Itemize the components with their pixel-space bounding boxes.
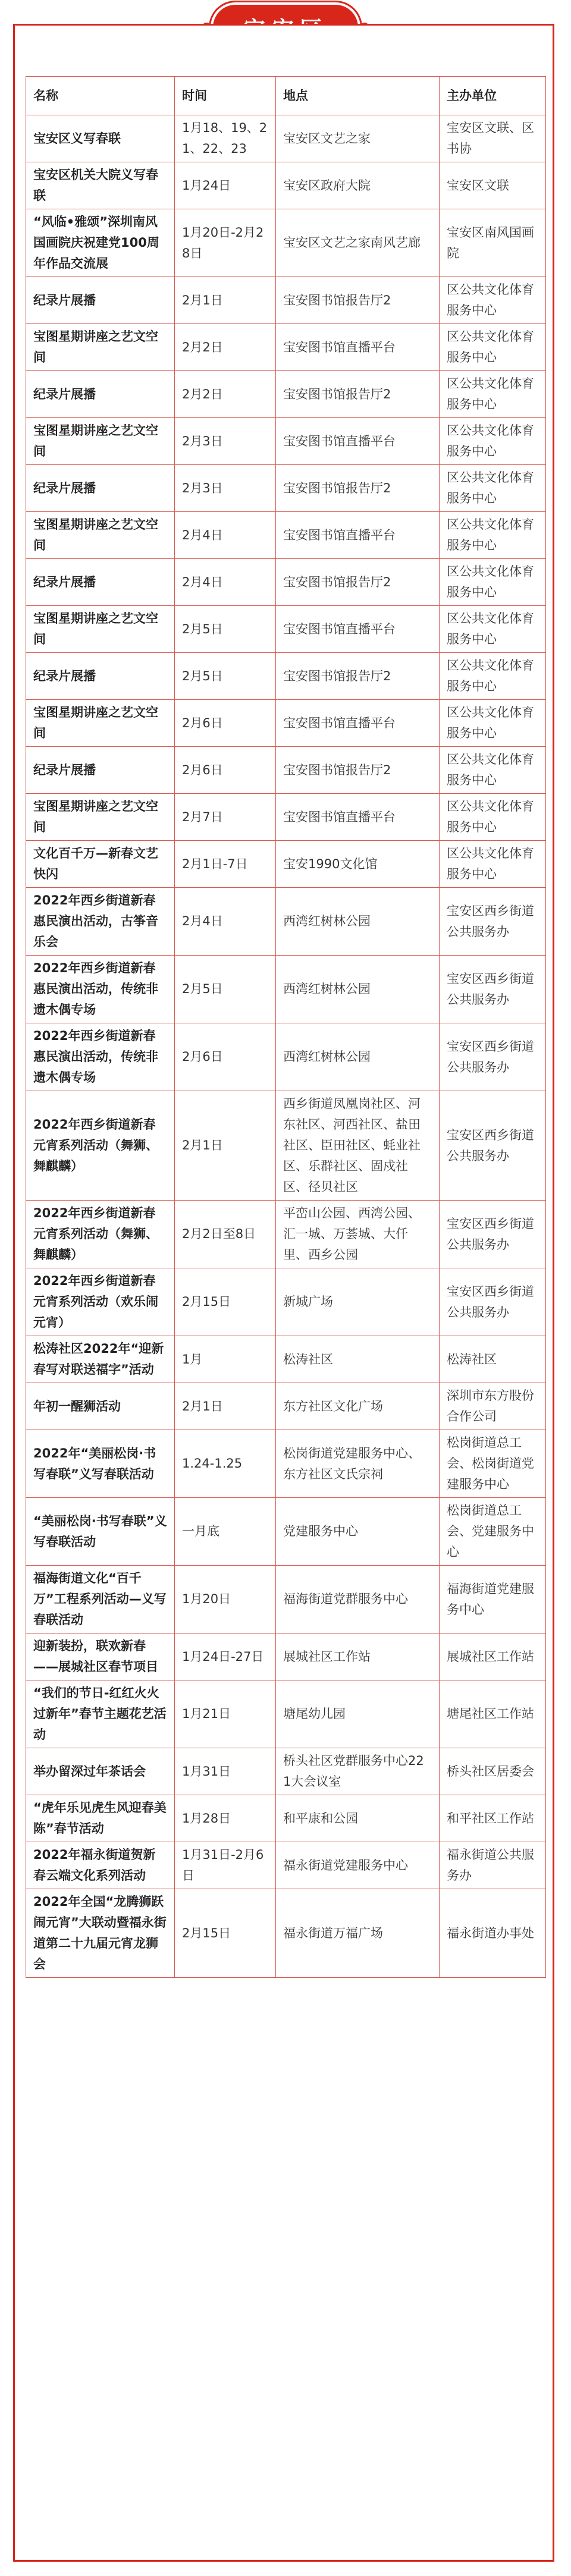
event-venue-cell: 西湾红树林公园 [276,888,440,956]
table-row [26,1566,546,1633]
event-venue-cell: 宝安图书馆报告厅2 [276,559,440,606]
event-host-cell: 宝安区西乡街道公共服务办 [440,1268,546,1336]
event-venue-cell: 宝安图书馆直播平台 [276,700,440,747]
event-host-cell: 区公共文化体育服务中心 [440,512,546,559]
event-host-cell: 塘尾社区工作站 [440,1680,546,1748]
event-host-cell: 区公共文化体育服务中心 [440,418,546,465]
event-host-cell: 深圳市东方股份合作公司 [440,1383,546,1430]
event-name-cell: 宝图星期讲座之艺文空间 [26,512,175,559]
table-row [26,1795,546,1842]
table-row [26,888,546,956]
event-host-cell: 宝安区西乡街道公共服务办 [440,1201,546,1268]
event-host-cell: 宝安区西乡街道公共服务办 [440,1091,546,1201]
event-venue-cell: 桥头社区党群服务中心221大会议室 [276,1748,440,1795]
event-venue-cell: 宝安图书馆直播平台 [276,324,440,371]
event-host-cell: 宝安区南风国画院 [440,209,546,277]
event-host-cell: 区公共文化体育服务中心 [440,606,546,653]
event-name-cell: 2022年“美丽松岗·书写春联”义写春联活动 [26,1430,175,1498]
event-name-cell: 2022年西乡街道新春惠民演出活动，传统非遗木偶专场 [26,956,175,1023]
event-name-cell: “我们的节日-红红火火过新年”春节主题花艺活动 [26,1680,175,1748]
event-name-cell: 宝图星期讲座之艺文空间 [26,700,175,747]
event-date-cell: 2月4日 [175,559,276,606]
event-venue-cell: 东方社区文化广场 [276,1383,440,1430]
event-venue-cell: 西乡街道凤凰岗社区、河东社区、河西社区、盐田社区、臣田社区、蚝业社区、乐群社区、固戍社区、径贝社区 [276,1091,440,1201]
event-host-cell: 区公共文化体育服务中心 [440,700,546,747]
event-venue-cell: 宝安区文艺之家 [276,115,440,162]
event-venue-cell: 宝安图书馆报告厅2 [276,371,440,418]
event-name-cell: “虎年乐见虎生风迎春美陈”春节活动 [26,1795,175,1842]
event-venue-cell: 宝安图书馆直播平台 [276,512,440,559]
event-date-cell: 1月31日 [175,1748,276,1795]
table-row [26,1430,546,1498]
event-venue-cell: 宝安图书馆直播平台 [276,794,440,841]
event-name-cell: 松涛社区2022年“迎新春写对联送福字”活动 [26,1336,175,1383]
event-host-cell: 宝安区文联、区书协 [440,115,546,162]
event-host-cell: 宝安区文联 [440,162,546,209]
event-date-cell: 2月6日 [175,747,276,794]
table-row [26,559,546,606]
table-row [26,1383,546,1430]
event-host-cell: 福海街道党建服务中心 [440,1566,546,1633]
event-date-cell: 1月24日-27日 [175,1633,276,1680]
event-name-cell: 宝安区义写春联 [26,115,175,162]
event-venue-cell: 宝安1990文化馆 [276,841,440,888]
table-row [26,1842,546,1889]
table-row [26,1498,546,1566]
event-host-cell: 宝安区西乡街道公共服务办 [440,888,546,956]
event-host-cell: 区公共文化体育服务中心 [440,559,546,606]
table-row [26,277,546,324]
event-date-cell: 2月2日至8日 [175,1201,276,1268]
event-date-cell: 2月1日 [175,1383,276,1430]
table-row [26,1023,546,1091]
event-venue-cell: 宝安图书馆报告厅2 [276,465,440,512]
event-venue-cell: 展城社区工作站 [276,1633,440,1680]
event-date-cell: 2月3日 [175,418,276,465]
table-row [26,606,546,653]
events-table [26,76,546,1978]
event-host-cell: 区公共文化体育服务中心 [440,324,546,371]
event-date-cell: 1月21日 [175,1680,276,1748]
event-name-cell: 宝图星期讲座之艺文空间 [26,794,175,841]
event-name-cell: 福海街道文化“百千万”工程系列活动—义写春联活动 [26,1566,175,1633]
event-date-cell: 1月 [175,1336,276,1383]
event-venue-cell: 松岗街道党建服务中心、东方社区文氏宗祠 [276,1430,440,1498]
event-venue-cell: 宝安图书馆报告厅2 [276,653,440,700]
table-row [26,1336,546,1383]
table-row [26,956,546,1023]
column-header-venue: 地点 [276,77,440,115]
event-name-cell: 2022年西乡街道新春元宵系列活动（舞狮、舞麒麟） [26,1201,175,1268]
event-name-cell: 2022年西乡街道新春元宵系列活动（舞狮、舞麒麟） [26,1091,175,1201]
event-venue-cell: 宝安图书馆报告厅2 [276,277,440,324]
event-name-cell: 2022年西乡街道新春惠民演出活动，古筝音乐会 [26,888,175,956]
event-venue-cell: 和平康和公园 [276,1795,440,1842]
table-header-row [26,77,546,115]
event-date-cell: 2月5日 [175,606,276,653]
event-host-cell: 福永街道公共服务办 [440,1842,546,1889]
event-venue-cell: 宝安图书馆直播平台 [276,606,440,653]
event-date-cell: 2月2日 [175,371,276,418]
event-venue-cell: 福永街道万福广场 [276,1889,440,1978]
event-venue-cell: 新城广场 [276,1268,440,1336]
event-venue-cell: 松涛社区 [276,1336,440,1383]
table-row [26,1889,546,1978]
event-venue-cell: 宝安图书馆报告厅2 [276,747,440,794]
event-name-cell: 2022年福永街道贺新春云端文化系列活动 [26,1842,175,1889]
event-name-cell: 文化百千万—新春文艺快闪 [26,841,175,888]
event-date-cell: 2月1日 [175,277,276,324]
event-date-cell: 1月18、19、21、22、23 [175,115,276,162]
event-date-cell: 2月6日 [175,1023,276,1091]
event-host-cell: 松岗街道总工会、党建服务中心 [440,1498,546,1566]
event-name-cell: 纪录片展播 [26,559,175,606]
event-date-cell: 2月5日 [175,653,276,700]
event-host-cell: 区公共文化体育服务中心 [440,841,546,888]
event-date-cell: 2月4日 [175,888,276,956]
event-name-cell: 纪录片展播 [26,653,175,700]
event-date-cell: 2月4日 [175,512,276,559]
table-row [26,324,546,371]
event-name-cell: 纪录片展播 [26,465,175,512]
event-name-cell: 2022年西乡街道新春元宵系列活动（欢乐闹元宵） [26,1268,175,1336]
event-name-cell: 纪录片展播 [26,371,175,418]
event-venue-cell: 福永街道党建服务中心 [276,1842,440,1889]
event-date-cell: 1月31日-2月6日 [175,1842,276,1889]
event-date-cell: 2月1日-7日 [175,841,276,888]
table-row [26,1091,546,1201]
event-host-cell: 区公共文化体育服务中心 [440,747,546,794]
table-row [26,841,546,888]
event-name-cell: 2022年西乡街道新春惠民演出活动，传统非遗木偶专场 [26,1023,175,1091]
event-date-cell: 2月15日 [175,1889,276,1978]
event-host-cell: 宝安区西乡街道公共服务办 [440,1023,546,1091]
table-row [26,1680,546,1748]
table-row [26,418,546,465]
table-row [26,512,546,559]
event-date-cell: 1月24日 [175,162,276,209]
event-venue-cell: 党建服务中心 [276,1498,440,1566]
table-row [26,1748,546,1795]
event-host-cell: 区公共文化体育服务中心 [440,653,546,700]
event-name-cell: 2022年全国“龙腾狮跃闹元宵”大联动暨福永街道第二十九届元宵龙狮会 [26,1889,175,1978]
event-date-cell: 2月5日 [175,956,276,1023]
table-row [26,1268,546,1336]
table-row [26,794,546,841]
event-host-cell: 区公共文化体育服务中心 [440,794,546,841]
table-row [26,1201,546,1268]
event-venue-cell: 宝安图书馆直播平台 [276,418,440,465]
event-date-cell: 2月2日 [175,324,276,371]
table-body [26,115,546,1978]
event-venue-cell: 福海街道党群服务中心 [276,1566,440,1633]
event-host-cell: 桥头社区居委会 [440,1748,546,1795]
event-name-cell: 举办留深过年茶话会 [26,1748,175,1795]
table-row [26,115,546,162]
event-name-cell: 宝图星期讲座之艺文空间 [26,606,175,653]
event-name-cell: 迎新装扮，联欢新春——展城社区春节项目 [26,1633,175,1680]
event-venue-cell: 西湾红树林公园 [276,956,440,1023]
table-row [26,700,546,747]
event-name-cell: 年初一醒狮活动 [26,1383,175,1430]
event-date-cell: 一月底 [175,1498,276,1566]
event-date-cell: 2月7日 [175,794,276,841]
table-row [26,465,546,512]
column-header-date: 时间 [175,77,276,115]
table-row [26,747,546,794]
event-name-cell: 纪录片展播 [26,747,175,794]
event-host-cell: 区公共文化体育服务中心 [440,465,546,512]
event-host-cell: 松涛社区 [440,1336,546,1383]
event-date-cell: 1月28日 [175,1795,276,1842]
event-date-cell: 1.24-1.25 [175,1430,276,1498]
event-host-cell: 和平社区工作站 [440,1795,546,1842]
event-name-cell: 纪录片展播 [26,277,175,324]
event-date-cell: 2月1日 [175,1091,276,1201]
table-row [26,653,546,700]
event-host-cell: 宝安区西乡街道公共服务办 [440,956,546,1023]
event-host-cell: 福永街道办事处 [440,1889,546,1978]
event-name-cell: 宝安区机关大院义写春联 [26,162,175,209]
event-host-cell: 区公共文化体育服务中心 [440,371,546,418]
event-name-cell: “风临•雅颂”深圳南风国画院庆祝建党100周年作品交流展 [26,209,175,277]
column-header-name: 名称 [26,77,175,115]
event-host-cell: 松岗街道总工会、松岗街道党建服务中心 [440,1430,546,1498]
table-row [26,209,546,277]
column-header-host: 主办单位 [440,77,546,115]
event-venue-cell: 西湾红树林公园 [276,1023,440,1091]
event-venue-cell: 宝安区政府大院 [276,162,440,209]
event-date-cell: 2月3日 [175,465,276,512]
event-date-cell: 2月6日 [175,700,276,747]
event-name-cell: “美丽松岗·书写春联”义写春联活动 [26,1498,175,1566]
table-row [26,1633,546,1680]
event-venue-cell: 宝安区文艺之家南风艺廊 [276,209,440,277]
event-host-cell: 区公共文化体育服务中心 [440,277,546,324]
table-row [26,371,546,418]
event-date-cell: 1月20日-2月28日 [175,209,276,277]
table-row [26,162,546,209]
event-date-cell: 2月15日 [175,1268,276,1336]
event-name-cell: 宝图星期讲座之艺文空间 [26,324,175,371]
event-name-cell: 宝图星期讲座之艺文空间 [26,418,175,465]
event-venue-cell: 塘尾幼儿园 [276,1680,440,1748]
event-host-cell: 展城社区工作站 [440,1633,546,1680]
event-date-cell: 1月20日 [175,1566,276,1633]
event-venue-cell: 平峦山公园、西湾公园、汇一城、万荟城、大仟里、西乡公园 [276,1201,440,1268]
